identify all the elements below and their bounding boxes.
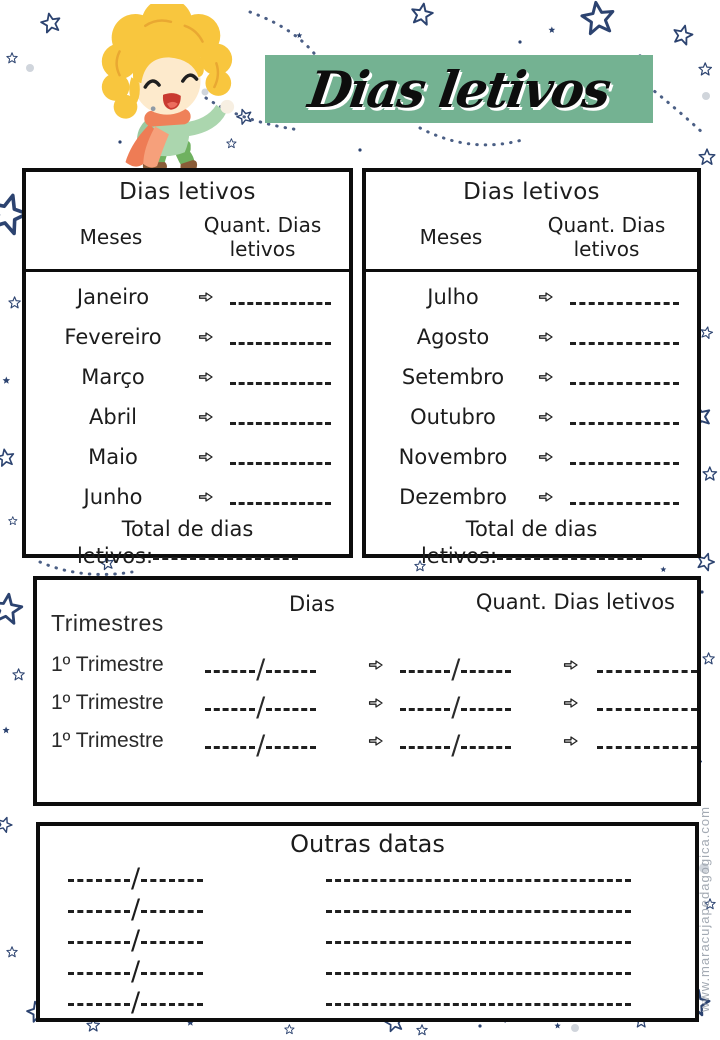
date-blank	[68, 863, 203, 894]
quantity-blank-line	[230, 422, 331, 425]
month-label: Novembro	[398, 445, 508, 469]
watermark: www.maracujapedagogica.com	[697, 806, 712, 1012]
quantity-blank-line	[230, 462, 331, 465]
blank-line	[461, 708, 511, 711]
quantity-blank-line	[597, 708, 697, 711]
month-row	[366, 472, 697, 512]
total-label-line2: letivos:	[420, 544, 498, 568]
month-row	[26, 432, 349, 472]
blank-line	[400, 670, 450, 673]
blank-line	[400, 746, 450, 749]
month-row	[366, 312, 697, 352]
arrow-right-icon	[368, 734, 384, 748]
date-blank	[68, 956, 203, 987]
month-row	[26, 392, 349, 432]
quantity-blank-line	[570, 382, 679, 385]
month-label: Janeiro	[76, 285, 150, 309]
outras-datas-title: Outras datas	[290, 830, 445, 858]
month-row	[26, 352, 349, 392]
total-dias-letivos	[26, 516, 349, 570]
months-column-header: Meses	[79, 225, 143, 249]
trimestre-label: 1º Trimestre	[51, 691, 164, 714]
blank-line	[68, 972, 130, 975]
quantity-blank-line	[230, 342, 331, 345]
quantity-blank-line	[570, 422, 679, 425]
trimestre-row	[37, 642, 697, 685]
blank-line	[266, 670, 316, 673]
month-row	[26, 312, 349, 352]
date-blank	[68, 987, 203, 1018]
arrow-right-icon	[368, 696, 384, 710]
trimestres-header	[37, 580, 697, 642]
blank-line	[68, 879, 130, 882]
quantity-blank-line	[570, 502, 679, 505]
total-label-line1: Total de dias	[121, 517, 254, 541]
total-blank-line	[497, 557, 642, 560]
arrow-right-icon	[563, 696, 579, 710]
date-slash: /	[131, 956, 141, 987]
blank-line	[400, 708, 450, 711]
trimestre-row	[37, 680, 697, 723]
title-banner	[265, 55, 653, 123]
quantity-blank-line	[230, 302, 331, 305]
date-blank	[205, 654, 316, 685]
description-blank-line	[326, 972, 631, 975]
arrow-right-icon	[538, 490, 554, 504]
arrow-right-icon	[538, 450, 554, 464]
arrow-right-icon	[368, 658, 384, 672]
description-blank-line	[326, 1003, 631, 1006]
blank-line	[205, 670, 255, 673]
quantity-blank-line	[230, 382, 331, 385]
date-slash: /	[256, 654, 266, 685]
month-label: Setembro	[401, 365, 505, 389]
arrow-right-icon	[198, 370, 214, 384]
column-headers	[366, 213, 697, 261]
quantity-blank-line	[570, 302, 679, 305]
arrow-right-icon	[198, 490, 214, 504]
date-blank	[400, 692, 511, 723]
date-blank	[68, 925, 203, 956]
month-row	[366, 352, 697, 392]
days-column-header: Dias	[289, 592, 335, 616]
month-label: Julho	[427, 285, 479, 309]
month-label: Dezembro	[399, 485, 507, 509]
date-slash: /	[256, 730, 266, 761]
month-label: Maio	[88, 445, 138, 469]
month-label: Outubro	[410, 405, 496, 429]
quantity-blank-line	[570, 462, 679, 465]
month-row	[366, 272, 697, 312]
description-blank-line	[326, 910, 631, 913]
other-date-row	[40, 951, 695, 987]
date-blank	[400, 654, 511, 685]
quantity-blank-line	[230, 502, 331, 505]
date-slash: /	[131, 863, 141, 894]
month-row	[26, 272, 349, 312]
blank-line	[205, 746, 255, 749]
dias-letivos-box-second-semester	[362, 168, 701, 568]
month-label: Abril	[89, 405, 137, 429]
blank-line	[461, 670, 511, 673]
months-column-header: Meses	[419, 225, 483, 249]
arrow-right-icon	[198, 290, 214, 304]
blank-line	[68, 941, 130, 944]
blank-line	[266, 746, 316, 749]
blank-line	[68, 1003, 130, 1006]
date-slash: /	[131, 987, 141, 1018]
month-row	[26, 472, 349, 512]
little-prince-illustration	[86, 4, 244, 172]
other-date-row	[40, 858, 695, 894]
arrow-right-icon	[563, 658, 579, 672]
other-date-row	[40, 889, 695, 925]
blank-line	[205, 708, 255, 711]
blank-line	[461, 746, 511, 749]
page-title: Dias letivos	[304, 59, 614, 119]
date-slash: /	[256, 692, 266, 723]
trimestre-label: 1º Trimestre	[51, 653, 164, 676]
quantity-blank-line	[597, 670, 697, 673]
other-date-row	[40, 920, 695, 956]
arrow-right-icon	[198, 410, 214, 424]
month-row	[366, 392, 697, 432]
blank-line	[141, 972, 203, 975]
arrow-right-icon	[538, 290, 554, 304]
month-label: Fevereiro	[64, 325, 162, 349]
blank-line	[141, 1003, 203, 1006]
month-label: Junho	[83, 485, 143, 509]
arrow-right-icon	[538, 330, 554, 344]
date-blank	[68, 894, 203, 925]
blank-line	[68, 910, 130, 913]
arrow-right-icon	[198, 330, 214, 344]
quantity-column-header: Quant. Dias letivos	[547, 213, 666, 261]
description-blank-line	[326, 941, 631, 944]
dias-letivos-box-first-semester	[22, 168, 353, 568]
month-row	[366, 432, 697, 472]
total-label-line2: letivos:	[76, 544, 154, 568]
month-label: Agosto	[416, 325, 490, 349]
quantity-column-header: Quant. Dias letivos	[203, 213, 322, 261]
date-blank	[205, 730, 316, 761]
date-blank	[205, 692, 316, 723]
trimestre-row	[37, 718, 697, 761]
month-label: Março	[81, 365, 145, 389]
total-blank-line	[153, 557, 298, 560]
trimestres-label: Trimestres	[51, 610, 164, 636]
trimestres-box	[33, 576, 701, 806]
blank-line	[141, 941, 203, 944]
description-blank-line	[326, 879, 631, 882]
date-slash: /	[131, 925, 141, 956]
quantity-blank-line	[597, 746, 697, 749]
total-dias-letivos	[366, 516, 697, 570]
arrow-right-icon	[563, 734, 579, 748]
date-slash: /	[131, 894, 141, 925]
column-headers	[26, 213, 349, 261]
quantity-column-header: Quant. Dias letivos	[475, 590, 675, 614]
quantity-blank-line	[570, 342, 679, 345]
date-blank	[400, 730, 511, 761]
arrow-right-icon	[538, 410, 554, 424]
arrow-right-icon	[538, 370, 554, 384]
blank-line	[141, 910, 203, 913]
other-date-row	[40, 982, 695, 1018]
blank-line	[141, 879, 203, 882]
blank-line	[266, 708, 316, 711]
total-label-line1: Total de dias	[465, 517, 598, 541]
arrow-right-icon	[198, 450, 214, 464]
date-slash: /	[451, 692, 461, 723]
trimestre-label: 1º Trimestre	[51, 729, 164, 752]
box-title: Dias letivos	[463, 179, 600, 205]
box-title: Dias letivos	[119, 179, 256, 205]
date-slash: /	[451, 654, 461, 685]
date-slash: /	[451, 730, 461, 761]
outras-datas-box	[36, 822, 699, 1022]
